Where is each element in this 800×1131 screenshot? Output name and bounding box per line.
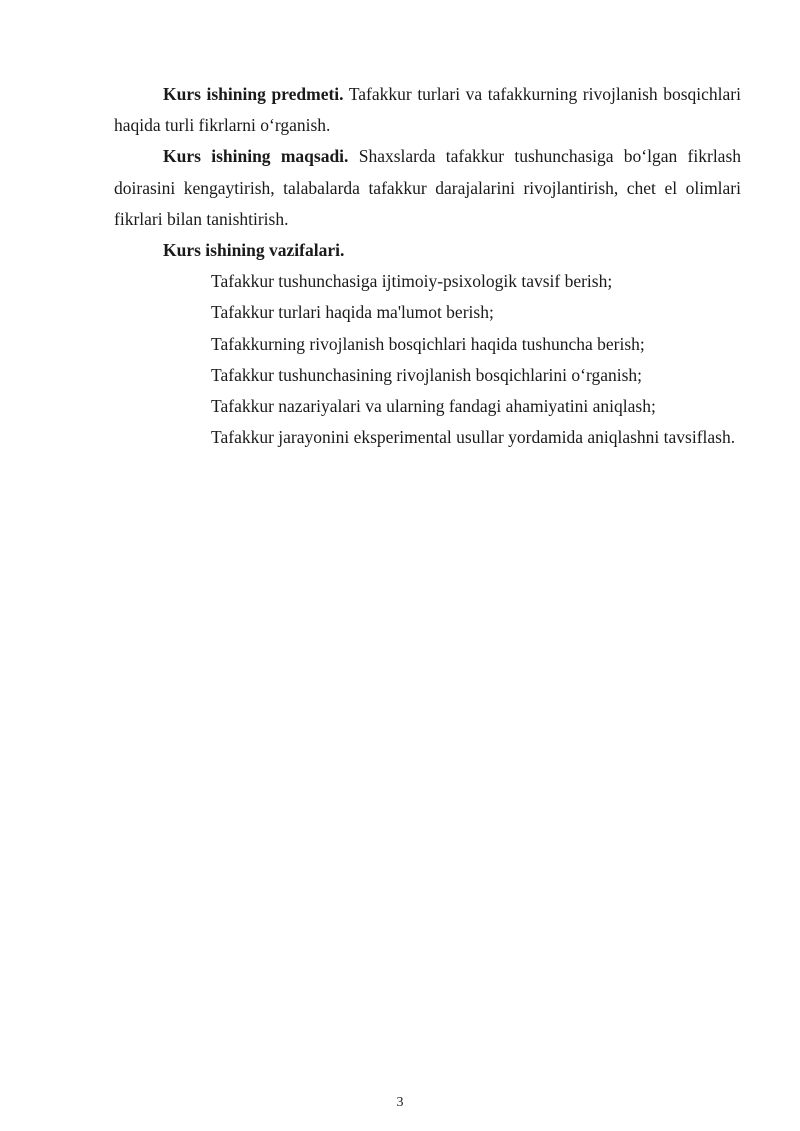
goal-paragraph (114, 141, 741, 235)
subject-paragraph (114, 79, 741, 141)
tasks-list (114, 266, 741, 453)
task-item: Tafakkur nazariyalari va ularning fandagi ahamiyatini aniqlash; (211, 396, 656, 417)
goal-heading: Kurs ishining maqsadi. (163, 146, 349, 167)
task-item: Tafakkur tushunchasiga ijtimoiy-psixologik tavsif berish; (211, 271, 613, 292)
tasks-heading: Kurs ishining vazifalari. (163, 240, 345, 261)
page-body (114, 79, 741, 453)
task-item: Tafakkurning rivojlanish bosqichlari haqida tushuncha berish; (211, 333, 645, 354)
task-item: Tafakkur tushunchasining rivojlanish bosqichlarini o‘rganish; (211, 364, 643, 385)
subject-heading: Kurs ishining predmeti. (163, 84, 344, 104)
task-item: Tafakkur jarayonini eksperimental usullar yordamida aniqlashni tavsiflash. (211, 427, 736, 448)
goal-text: Shaxslarda tafakkur tushunchasiga bo‘lgan fikrlash doirasini kengaytirish, talabalarda tafakkur darajalarini rivojlantirish, chet el olimlari fikrlari bilan tanishtirish. (114, 146, 742, 229)
page-number: 3 (396, 1095, 404, 1110)
subject-text: Tafakkur turlari va tafakkurning rivojlanish bosqichlari haqida turli fikrlarni o‘rganish. (114, 84, 741, 136)
task-item: Tafakkur turlari haqida ma'lumot berish; (211, 302, 494, 323)
